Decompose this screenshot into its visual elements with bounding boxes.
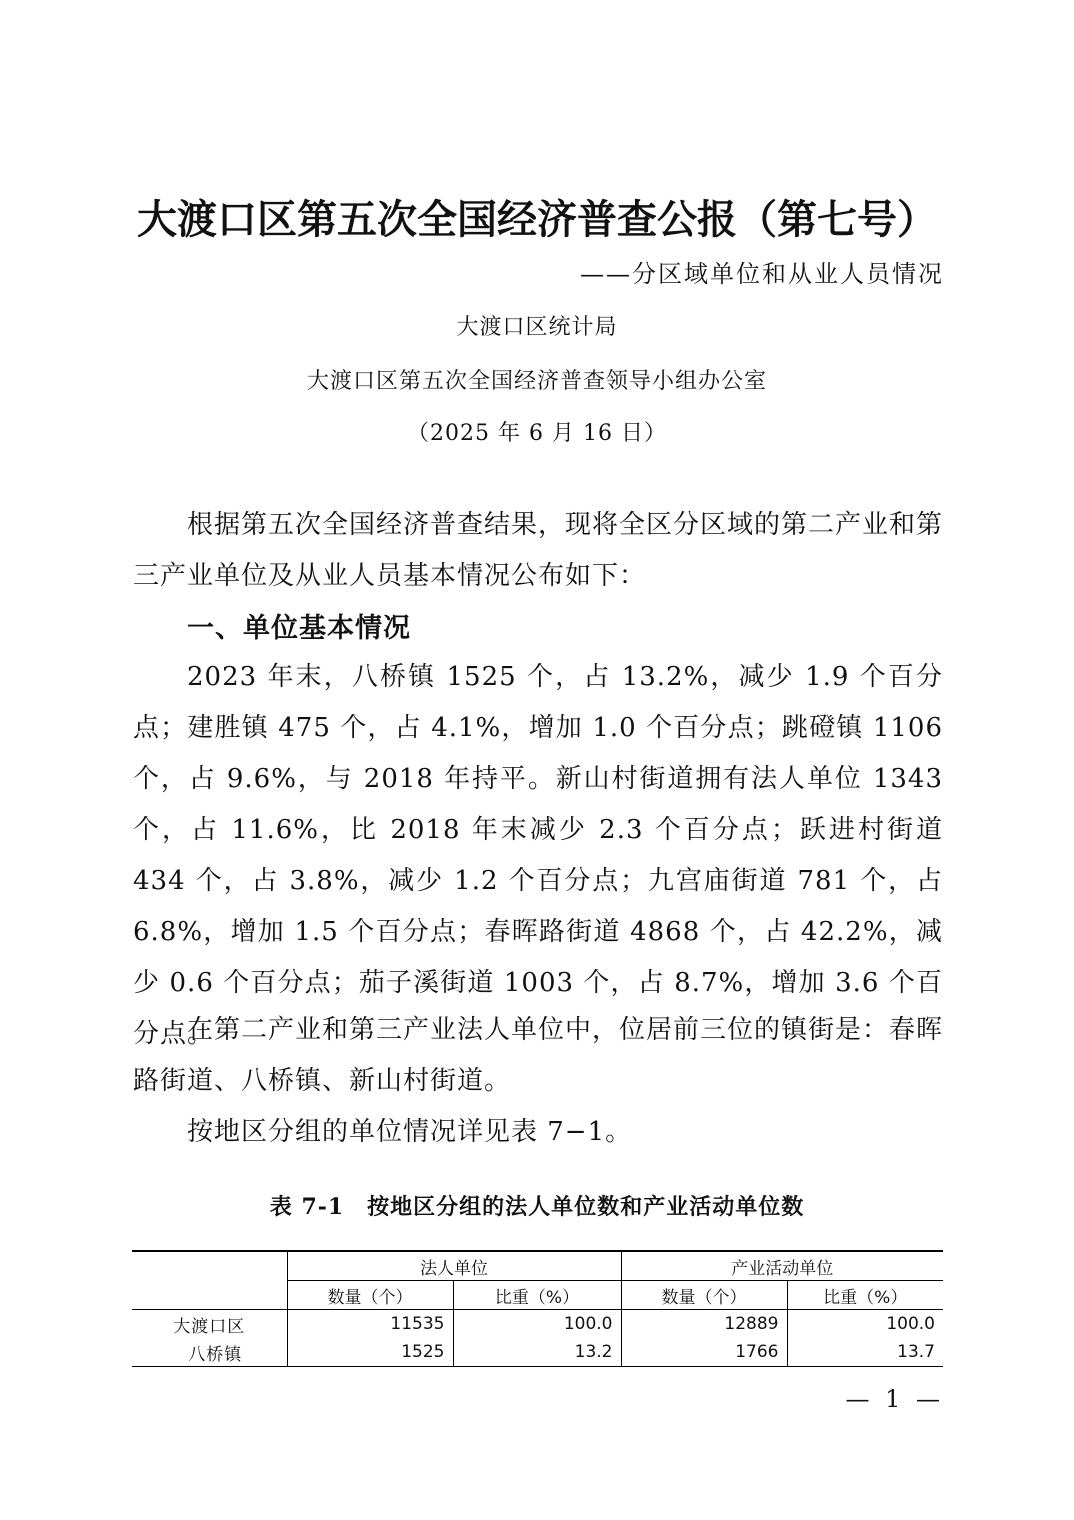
table-row <box>132 1310 943 1339</box>
header-region-cell <box>132 1251 287 1310</box>
activity-count-cell: 12889 <box>621 1310 787 1339</box>
issuer-bureau: 大渡口区统计局 <box>456 315 618 340</box>
table-row <box>132 1338 943 1367</box>
issuer-office: 大渡口区第五次全国经济普查领导小组办公室 <box>306 369 767 394</box>
table-header-row <box>132 1251 943 1281</box>
header-activity-count: 数量（个） <box>621 1281 787 1310</box>
units-table <box>132 1250 943 1367</box>
table-title: 表 7-1 按地区分组的法人单位数和产业活动单位数 <box>269 1194 805 1220</box>
activity-share-cell: 13.7 <box>787 1338 943 1367</box>
table-reference-paragraph: 按地区分组的单位情况详见表 7−1。 <box>187 1117 633 1147</box>
activity-count-cell: 1766 <box>621 1338 787 1367</box>
top-three-paragraph: 在第二产业和第三产业法人单位中，位居前三位的镇街是：春晖路街道、八桥镇、新山村街道。 <box>133 1015 944 1096</box>
region-cell: 八桥镇 <box>132 1338 287 1367</box>
units-paragraph: 2023 年末，八桥镇 1525 个，占 13.2%，减少 1.9 个百分点；建胜镇 475 个，占 4.1%，增加 1.0 个百分点；跳磴镇 1106 个，占 9.6%，与 2018 年持平。新山村街道拥有法人单位 1343 个，占 11.6%，比 2018 年末减少 2.3 个百分点；跃进村街道 434 个，占 3.8%，减少 1.2 个百分点；九宫庙街道 781 个，占 6.8%，增加 1.5 个百分点；春晖路街道 4868 个，占 42.2%，减少 0.6 个百分点；茄子溪街道 1003 个，占 8.7%，增加 3.6 个百分点。 <box>133 662 943 1049</box>
header-legal-units: 法人单位 <box>287 1251 621 1281</box>
header-legal-share: 比重（%） <box>453 1281 621 1310</box>
header-legal-count: 数量（个） <box>287 1281 453 1310</box>
section-heading: 一、单位基本情况 <box>187 613 411 644</box>
intro-paragraph: 根据第五次全国经济普查结果，现将全区分区域的第二产业和第三产业单位及从业人员基本情况公布如下： <box>133 510 944 591</box>
activity-share-cell: 100.0 <box>787 1310 943 1339</box>
document-subtitle: ——分区域单位和从业人员情况 <box>580 260 944 288</box>
region-cell: 大渡口区 <box>173 1316 246 1337</box>
legal-share-cell: 100.0 <box>453 1310 621 1339</box>
legal-count-cell: 1525 <box>287 1338 453 1367</box>
header-activity-share: 比重（%） <box>787 1281 943 1310</box>
publish-date: （2025 年 6 月 16 日） <box>407 421 667 446</box>
page-number: — 1 — <box>845 1385 944 1413</box>
legal-share-cell: 13.2 <box>453 1338 621 1367</box>
document-title: 大渡口区第五次全国经济普查公报（第七号） <box>137 196 937 243</box>
header-activity-units: 产业活动单位 <box>621 1251 943 1281</box>
legal-count-cell: 11535 <box>287 1310 453 1339</box>
